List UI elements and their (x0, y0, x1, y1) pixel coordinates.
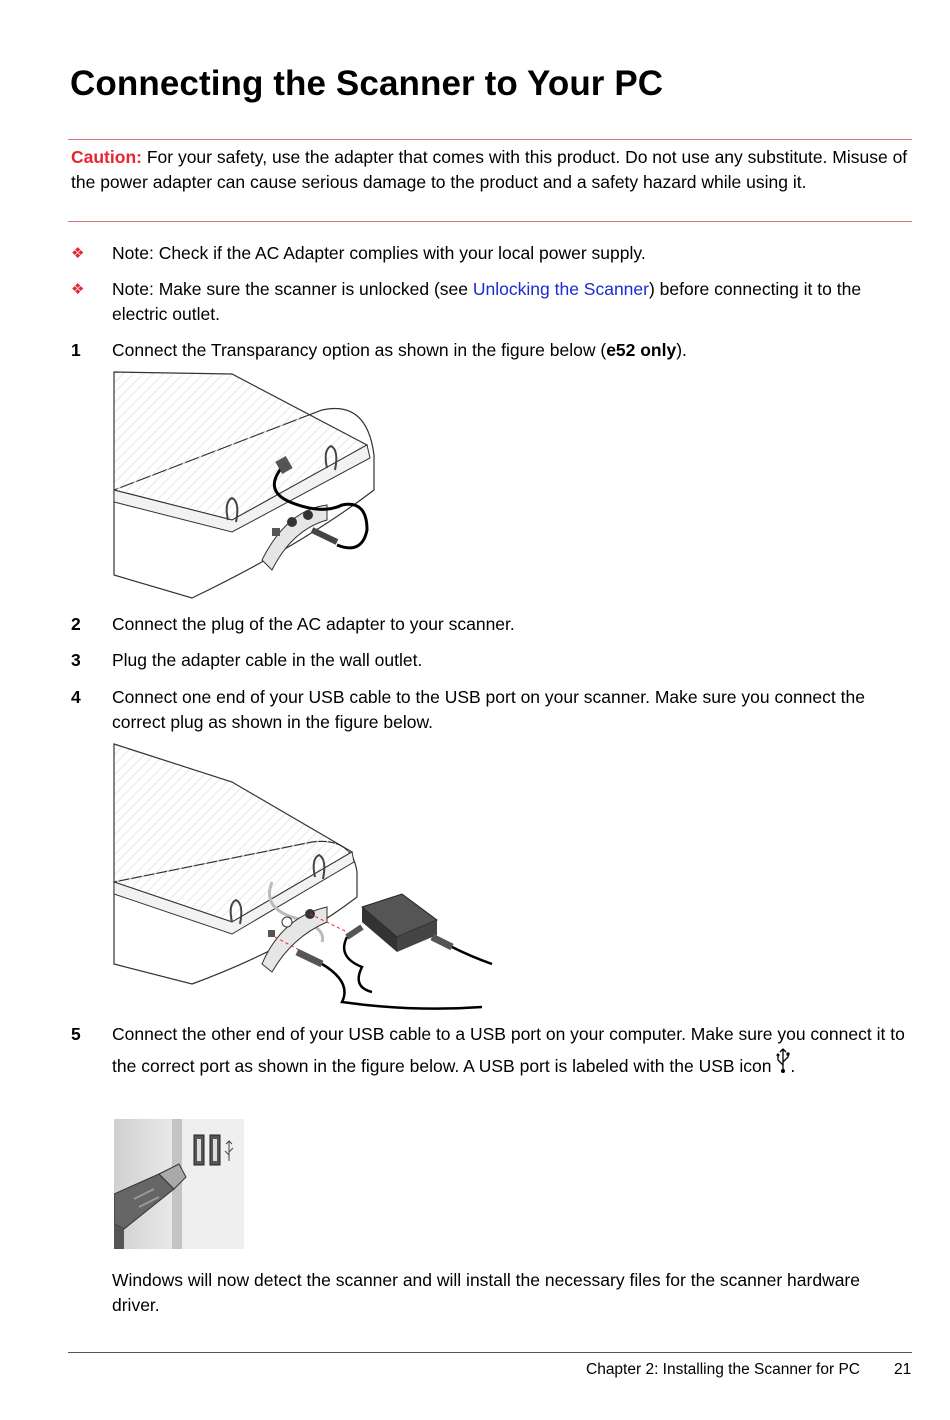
footer-rule (68, 1352, 912, 1353)
footer-page-number: 21 (894, 1361, 912, 1378)
usb-icon (776, 1048, 790, 1074)
note-text (112, 277, 912, 327)
computer-usb-port-figure (114, 1119, 244, 1249)
page-title: Connecting the Scanner to Your PC (70, 64, 664, 103)
step-text-end: ). (676, 340, 687, 360)
note-text-start: Note: Make sure the scanner is unlocked (see (112, 279, 473, 299)
caution-bottom-rule (68, 221, 912, 222)
closing-text: Windows will now detect the scanner and will install the necessary files for the scanner hardware driver. (112, 1270, 860, 1315)
footer-chapter: Chapter 2: Installing the Scanner for PC (586, 1361, 860, 1378)
diamond-bullet-icon: ❖ (71, 281, 85, 298)
note-text-end: ) before connecting it to the electric outlet. (112, 279, 862, 324)
diamond-bullet-icon: ❖ (71, 245, 85, 262)
unlocking-scanner-link[interactable]: Unlocking the Scanner (472, 279, 649, 299)
step-text-end: . (790, 1055, 796, 1076)
step-number: 4 (71, 687, 81, 707)
note-text: Note: Check if the AC Adapter complies with your local power supply. (112, 243, 646, 263)
model-note: e52 only (606, 340, 677, 360)
adapter-usb-connection-figure (112, 742, 494, 1012)
caution-box (71, 145, 911, 195)
transparency-connection-figure (112, 370, 382, 602)
step-number: 2 (71, 614, 81, 634)
caution-top-rule (68, 139, 912, 140)
step-text: Plug the adapter cable in the wall outlet. (112, 650, 423, 670)
step-text (112, 1022, 912, 1079)
step-number: 3 (71, 650, 81, 670)
caution-label: Caution: (71, 147, 142, 167)
step-number: 5 (71, 1024, 81, 1044)
step-text: Connect the plug of the AC adapter to your scanner. (112, 614, 515, 634)
caution-text: For your safety, use the adapter that comes with this product. Do not use any substitute. Misuse of the power adapter can cause serious damage to the product and a safety hazard while using it. (71, 147, 908, 192)
step-text-start: Connect the other end of your USB cable to a USB port on your computer. Make sure you connect it to the correct port as shown in the figure below. A USB port is labeled with the USB icon (112, 1024, 905, 1076)
step-text-start: Connect the Transparancy option as shown in the figure below ( (112, 340, 607, 360)
step-text (112, 338, 912, 363)
step-number: 1 (71, 340, 81, 360)
step-text: Connect one end of your USB cable to the USB port on your scanner. Make sure you connect the correct plug as shown in the figure below. (112, 687, 865, 732)
